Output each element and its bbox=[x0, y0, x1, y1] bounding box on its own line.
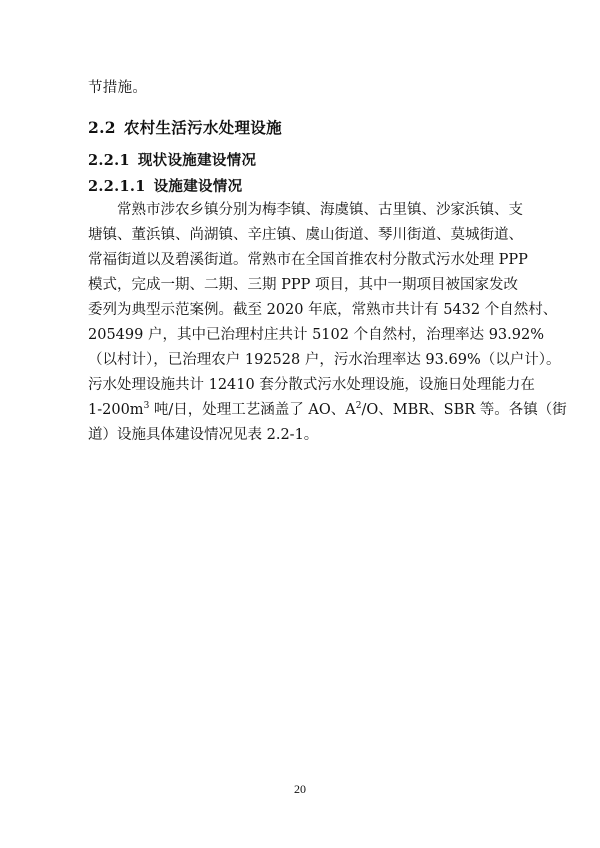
paragraph-line: 塘镇、董浜镇、尚湖镇、辛庄镇、虞山街道、琴川街道、莫城街道、 bbox=[88, 227, 523, 243]
a2o-superscript: 2 bbox=[355, 401, 362, 412]
paragraph-line-with-superscripts bbox=[88, 400, 567, 420]
page-number: 20 bbox=[294, 782, 306, 796]
section-heading-2-2-1-1 bbox=[88, 177, 242, 197]
section-heading-2-2 bbox=[88, 118, 282, 138]
section-heading-2-2-1 bbox=[88, 151, 256, 171]
paragraph-line: （以村计），已治理农户 192528 户，污水治理率达 93.69%（以户计）。 bbox=[88, 352, 561, 368]
cubic-superscript: 3 bbox=[143, 401, 150, 412]
section-number: 2.2 bbox=[88, 118, 116, 137]
section-title: 农村生活污水处理设施 bbox=[123, 118, 282, 137]
carryover-text: 节措施。 bbox=[88, 80, 148, 96]
subsubsection-title: 设施建设情况 bbox=[153, 178, 243, 195]
capacity-range: 1-200m bbox=[88, 402, 144, 418]
subsection-number: 2.2.1 bbox=[88, 152, 130, 169]
paragraph-line: 常福街道以及碧溪街道。常熟市在全国首推农村分散式污水处理 PPP bbox=[88, 252, 528, 268]
paragraph-line: 模式，完成一期、二期、三期 PPP 项目，其中一期项目被国家发改 bbox=[88, 277, 518, 293]
paragraph-line: 205499 户，其中已治理村庄共计 5102 个自然村，治理率达 93.92% bbox=[88, 327, 544, 343]
paragraph-line: 委列为典型示范案例。截至 2020 年底，常熟市共计有 5432 个自然村、 bbox=[88, 302, 558, 318]
paragraph-line: 污水处理设施共计 12410 套分散式污水处理设施，设施日处理能力在 bbox=[88, 377, 535, 393]
paragraph-line: 道）设施具体建设情况见表 2.2-1。 bbox=[88, 427, 319, 443]
process-text: 吨/日，处理工艺涵盖了 AO、A bbox=[149, 402, 356, 418]
process-text-end: /O、MBR、SBR 等。各镇（街 bbox=[361, 402, 567, 418]
subsubsection-number: 2.2.1.1 bbox=[88, 178, 146, 195]
paragraph-line: 常熟市涉农乡镇分别为梅李镇、海虞镇、古里镇、沙家浜镇、支 bbox=[117, 202, 523, 218]
subsection-title: 现状设施建设情况 bbox=[137, 152, 257, 169]
